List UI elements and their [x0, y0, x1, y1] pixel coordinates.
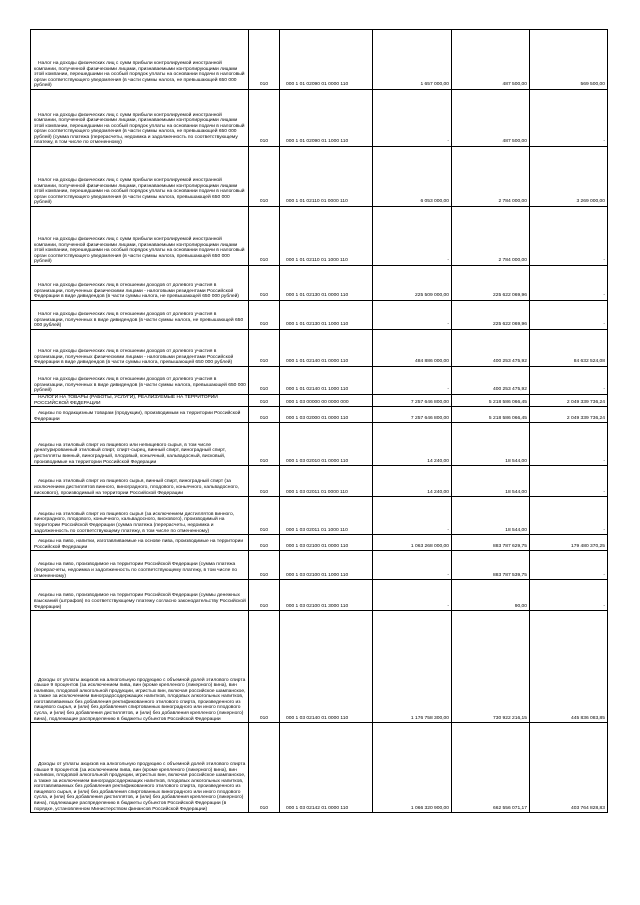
row-kbk: 000 1 01 02140 01 0000 110	[280, 330, 373, 367]
table-row	[31, 535, 608, 551]
row-unexecuted: 2 049 339 736,24	[530, 395, 608, 407]
row-unexecuted: 3 269 000,00	[530, 147, 608, 207]
row-approved: 1 657 000,00	[373, 30, 452, 90]
row-approved: 1 176 758 300,00	[373, 611, 452, 723]
row-executed: 662 556 071,17	[452, 723, 530, 813]
table-row	[31, 497, 608, 535]
table-row	[31, 407, 608, 423]
row-unexecuted: 445 836 083,85	[530, 611, 608, 723]
row-unexecuted: -	[530, 497, 608, 535]
table-row	[31, 580, 608, 611]
row-kbk: 000 1 01 02090 01 0000 110	[280, 30, 373, 90]
row-kbk: 000 1 03 02100 01 0000 110	[280, 535, 373, 551]
row-kbk: 000 1 03 02100 01 3000 110	[280, 580, 373, 611]
row-kbk: 000 1 01 02130 01 0000 110	[280, 266, 373, 301]
row-line-code: 010	[249, 367, 280, 395]
row-executed: 18 544,00	[452, 466, 530, 497]
row-name-text: Налог на доходы физических лиц с сумм прибыли контролируемой иностранной компании, полученной физическими лицами, признаваемыми контролирующими лицами этой компании, перешедшими на особый порядок уплаты на основании подачи в налоговый орган соответствующего уведомления (в части суммы налога, превышающей 650 000 рублей)	[34, 237, 245, 265]
table-row	[31, 207, 608, 266]
row-name-text: Акцизы по подакцизным товарам (продукции), производимым на территории Российской Федерации	[34, 411, 241, 422]
row-line-code: 010	[249, 407, 280, 423]
row-line-code: 010	[249, 301, 280, 330]
row-unexecuted: 84 632 524,08	[530, 330, 608, 367]
row-kbk: 000 1 03 02011 01 0000 110	[280, 466, 373, 497]
row-name	[31, 395, 249, 407]
row-executed: 400 253 475,92	[452, 330, 530, 367]
row-approved: -	[373, 551, 452, 580]
row-unexecuted: -	[530, 90, 608, 147]
row-name	[31, 207, 249, 266]
row-name	[31, 367, 249, 395]
row-unexecuted: 569 500,00	[530, 30, 608, 90]
row-unexecuted: -	[530, 367, 608, 395]
row-kbk: 000 1 01 02110 01 1000 110	[280, 207, 373, 266]
row-name	[31, 611, 249, 723]
row-name	[31, 330, 249, 367]
row-approved: -	[373, 497, 452, 535]
row-name	[31, 535, 249, 551]
table-row	[31, 90, 608, 147]
table-row	[31, 330, 608, 367]
row-name	[31, 466, 249, 497]
row-unexecuted: -	[530, 207, 608, 266]
row-name	[31, 497, 249, 535]
row-executed: 5 218 586 066,45	[452, 395, 530, 407]
row-kbk: 000 1 03 00000 00 0000 000	[280, 395, 373, 407]
row-approved: 484 886 000,00	[373, 330, 452, 367]
row-name-text: Акцизы на этиловый спирт из пищевого сырья (за исключением дистиллятов винного, виноградного, плодового, коньячного, кальвадосного, вискового), производимый на территории Российской Федерации (сумма платежа (перерасчеты, недоимка и задолженность по соответствующему платежу, в том числе по отмененному)	[34, 511, 235, 534]
row-name-text: Налог на доходы физических лиц в отношении доходов от долевого участия в организации, полученных физическими лицами - налоговыми резидентами Российской Федерации в виде дивидендов (в части суммы налога, не превышающей 650 000 рублей)	[34, 283, 239, 300]
row-unexecuted: -	[530, 580, 608, 611]
row-name-text: Налог на доходы физических лиц с сумм прибыли контролируемой иностранной компании, полученной физическими лицами, признаваемыми контролирующими лицами этой компании, перешедшими на особый порядок уплаты на основании подачи в налоговый орган соответствующего уведомления (в части суммы налога, не превышающей 650 000 рублей) (сумма платежа (перерасчеты, недоимка и задолженность по соответствующему платежу, в том числе по отмененному)	[34, 112, 245, 146]
row-executed: 18 544,00	[452, 497, 530, 535]
row-executed: 225 622 069,96	[452, 266, 530, 301]
row-approved: -	[373, 301, 452, 330]
row-approved: 14 240,00	[373, 466, 452, 497]
row-kbk: 000 1 01 02130 01 1000 110	[280, 301, 373, 330]
row-name	[31, 407, 249, 423]
row-approved: 225 509 000,00	[373, 266, 452, 301]
row-name-text: Акцизы на пиво, напитки, изготавливаемые на основе пива, производимые на территории Российской Федерации	[34, 539, 244, 550]
row-executed: 883 787 539,75	[452, 551, 530, 580]
row-line-code: 010	[249, 395, 280, 407]
row-executed: 400 253 475,92	[452, 367, 530, 395]
row-kbk: 000 1 01 02140 01 1000 110	[280, 367, 373, 395]
table-row	[31, 301, 608, 330]
table-row	[31, 466, 608, 497]
row-name	[31, 266, 249, 301]
row-executed: 2 784 000,00	[452, 147, 530, 207]
row-unexecuted: -	[530, 266, 608, 301]
row-unexecuted: -	[530, 423, 608, 466]
row-line-code: 010	[249, 30, 280, 90]
row-executed: 487 500,00	[452, 90, 530, 147]
table-row	[31, 551, 608, 580]
row-approved: 14 240,00	[373, 423, 452, 466]
row-name-text: Доходы от уплаты акцизов на алкогольную продукцию с объемной долей этилового спирта свыше 9 процентов (за исключением пива, вин (кроме крепленого (ликерного) вина), вин наливом, плодовой алкогольной продукции, игристых вин, включая российское шампанское, а также за исключением виноградосодержащих напитков, плодовых алкогольных напитков, изготавливаемых без добавления ректификованного этилового спирта, произведенного из пищевого сырья, и (или) без добавления спиртованных виноградного или иного плодового сусла, и (или) без добавления дистиллятов, и (или) без добавления крепленого (ликерного) вина), подлежащие распределению в бюджеты субъектов Российской Федерации (в порядке, установленном Министерством финансов Российской Федерации)	[34, 762, 246, 812]
row-name	[31, 147, 249, 207]
row-line-code: 010	[249, 90, 280, 147]
table-row	[31, 395, 608, 407]
table-row	[31, 147, 608, 207]
row-executed: 90,00	[452, 580, 530, 611]
row-name	[31, 580, 249, 611]
row-approved: 7 257 646 800,00	[373, 407, 452, 423]
row-name-text: Налог на доходы физических лиц в отношении доходов от долевого участия в организации, полученных физическими лицами - налоговыми резидентами Российской Федерации в виде дивидендов (в части суммы налога, превышающей 650 000 рублей)	[34, 349, 234, 366]
row-name	[31, 723, 249, 813]
row-kbk: 000 1 03 02140 01 0000 110	[280, 611, 373, 723]
table-row	[31, 266, 608, 301]
row-name-text: Налог на доходы физических лиц с сумм прибыли контролируемой иностранной компании, полученной физическими лицами, признаваемыми контролирующими лицами этой компании, перешедшими на особый порядок уплаты на основании подачи в налоговый орган соответствующего уведомления (в части суммы налога, не превышающей 650 000 рублей)	[34, 61, 245, 89]
row-line-code: 010	[249, 147, 280, 207]
row-approved: 1 063 268 000,00	[373, 535, 452, 551]
row-executed: 730 922 216,15	[452, 611, 530, 723]
row-line-code: 010	[249, 497, 280, 535]
row-name-text: Налог на доходы физических лиц в отношении доходов от долевого участия в организации, полученных в виде дивидендов (в части суммы налога, не превышающей 650 000 рублей)	[34, 312, 244, 329]
row-name	[31, 90, 249, 147]
row-line-code: 010	[249, 723, 280, 813]
row-name	[31, 30, 249, 90]
row-unexecuted: -	[530, 466, 608, 497]
row-executed: 5 218 586 066,45	[452, 407, 530, 423]
row-approved: -	[373, 207, 452, 266]
row-executed: 2 784 000,00	[452, 207, 530, 266]
row-name	[31, 301, 249, 330]
row-name-text: Акцизы на этиловый спирт из пищевого сырья, винный спирт, виноградный спирт (за исключением дистиллятов винного, виноградного, плодового, коньячного, кальвадосного, вискового), производимый на территории Российской Федерации	[34, 479, 239, 496]
row-line-code: 010	[249, 330, 280, 367]
table-row	[31, 367, 608, 395]
table-body	[31, 30, 608, 813]
row-line-code: 010	[249, 266, 280, 301]
row-unexecuted: 179 480 370,25	[530, 535, 608, 551]
row-executed: 487 500,00	[452, 30, 530, 90]
row-approved: 7 257 646 800,00	[373, 395, 452, 407]
table-row	[31, 723, 608, 813]
row-kbk: 000 1 03 02142 01 0000 110	[280, 723, 373, 813]
row-kbk: 000 1 03 02100 01 1000 110	[280, 551, 373, 580]
table-row	[31, 423, 608, 466]
row-name-text: Налог на доходы физических лиц в отношении доходов от долевого участия в организации, полученных в виде дивидендов (в части суммы налога, превышающей 650 000 рублей)	[34, 377, 246, 394]
row-line-code: 010	[249, 207, 280, 266]
row-name	[31, 551, 249, 580]
row-line-code: 010	[249, 423, 280, 466]
row-approved: -	[373, 367, 452, 395]
row-approved: 1 066 320 900,00	[373, 723, 452, 813]
row-unexecuted: 2 049 339 736,24	[530, 407, 608, 423]
row-line-code: 010	[249, 551, 280, 580]
row-line-code: 010	[249, 611, 280, 723]
row-unexecuted: -	[530, 551, 608, 580]
table-row	[31, 611, 608, 723]
row-name-text: Доходы от уплаты акцизов на алкогольную продукцию с объемной долей этилового спирта свыше 9 процентов (за исключением пива, вин (кроме крепленого (ликерного) вина), вин наливом, плодовой алкогольной продукции, игристых вин, включая российское шампанское, а также за исключением виноградосодержащих напитков, плодовых алкогольных напитков, изготавливаемых без добавления ректификованного этилового спирта, произведенного из пищевого сырья, и (или) без добавления спиртованных виноградного или иного плодового сусла, и (или) без добавления дистиллятов, и (или) без добавления крепленого (ликерного) вина), подлежащие распределению в бюджеты субъектов Российской Федерации	[34, 677, 246, 722]
row-executed: 883 787 629,75	[452, 535, 530, 551]
row-line-code: 010	[249, 466, 280, 497]
row-name-text: Акцизы на этиловый спирт из пищевого или непищевого сырья, в том числе денатурированный этиловый спирт, спирт-сырец, винный спирт, виноградный спирт, дистилляты винный, виноградный, плодовый, коньячный, кальвадосный, висковый, производимые на территории Российской Федерации	[34, 442, 226, 465]
row-line-code: 010	[249, 580, 280, 611]
row-executed: 225 622 069,96	[452, 301, 530, 330]
row-approved: -	[373, 90, 452, 147]
row-name-text: Акцизы на пиво, производимое на территории Российской Федерации (сумма платежа (перерасчеты, недоимка и задолженность по соответствующему платежу, в том числе по отмененному)	[34, 562, 238, 579]
row-kbk: 000 1 03 02011 01 1000 110	[280, 497, 373, 535]
table-row	[31, 30, 608, 90]
row-kbk: 000 1 03 02010 01 0000 110	[280, 423, 373, 466]
row-name	[31, 423, 249, 466]
row-approved: 6 053 000,00	[373, 147, 452, 207]
row-line-code: 010	[249, 535, 280, 551]
row-kbk: 000 1 01 02110 01 0000 110	[280, 147, 373, 207]
row-kbk: 000 1 01 02090 01 1000 110	[280, 90, 373, 147]
row-name-text: Налог на доходы физических лиц с сумм прибыли контролируемой иностранной компании, полученной физическими лицами, признаваемыми контролирующими лицами этой компании, перешедшими на особый порядок уплаты на основании подачи в налоговый орган соответствующего уведомления (в части суммы налога, превышающей 650 000 рублей)	[34, 178, 245, 206]
row-unexecuted: -	[530, 301, 608, 330]
row-approved: -	[373, 580, 452, 611]
row-unexecuted: 403 764 828,83	[530, 723, 608, 813]
budget-revenue-table	[30, 29, 608, 813]
row-name-text: НАЛОГИ НА ТОВАРЫ (РАБОТЫ, УСЛУГИ), РЕАЛИЗУЕМЫЕ НА ТЕРРИТОРИИ РОССИЙСКОЙ ФЕДЕРАЦИИ	[34, 395, 218, 406]
row-executed: 18 544,00	[452, 423, 530, 466]
row-kbk: 000 1 03 02000 01 0000 110	[280, 407, 373, 423]
row-name-text: Акцизы на пиво, производимое на территории Российской Федерации (суммы денежных взысканий (штрафов) по соответствующему платежу согласно законодательству Российской Федерации)	[34, 593, 246, 610]
